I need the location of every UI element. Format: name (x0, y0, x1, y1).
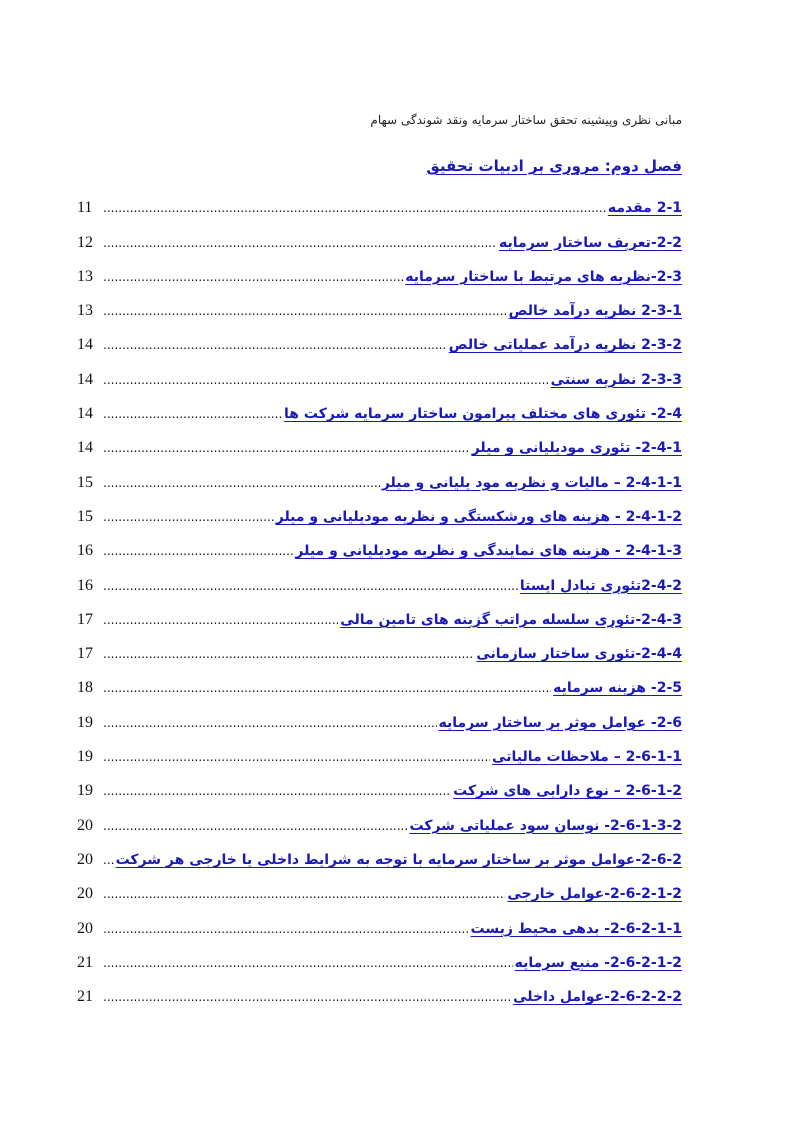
toc-entry[interactable] (77, 771, 682, 805)
toc-dot-leader (103, 853, 114, 874)
toc-entry[interactable] (77, 634, 682, 668)
toc-dot-leader (103, 819, 408, 840)
toc-page-number: 19 (77, 782, 93, 800)
toc-entry[interactable] (77, 394, 682, 428)
toc-entry[interactable] (77, 943, 682, 977)
toc-entry-title[interactable]: 2-6-1-1 – ملاحظات مالیاتی (492, 749, 682, 766)
toc-page-number: 21 (77, 988, 93, 1006)
toc-entry[interactable] (77, 805, 682, 839)
toc-entry-title[interactable]: 2-4-4-تئوری ساختار سازمانی (476, 646, 682, 663)
toc-entry-title[interactable]: 2-5- هزینه سرمایه (553, 680, 682, 697)
toc-dot-leader (103, 510, 274, 531)
toc-page-number: 18 (77, 679, 93, 697)
toc-entry[interactable] (77, 908, 682, 942)
running-header: مبانی نظری وپیشینه تحقق ساختار سرمایه ونقد شوندگی سهام (370, 113, 682, 127)
toc-entry-title[interactable]: 2-6-1-3-2- نوسان سود عملیاتی شرکت (409, 817, 682, 834)
toc-dot-leader (103, 681, 551, 702)
toc-dot-leader (103, 716, 437, 737)
toc-entry[interactable] (77, 668, 682, 702)
toc-entry[interactable] (77, 428, 682, 462)
toc-entry-title[interactable]: 2-4-1- تئوری مودیلیانی و میلر (471, 440, 682, 457)
toc-dot-leader (103, 373, 549, 394)
toc-page-number: 21 (77, 953, 93, 971)
toc-page-number: 20 (77, 919, 93, 937)
toc-entry[interactable] (77, 977, 682, 1011)
table-of-contents (77, 188, 682, 1011)
toc-dot-leader (103, 956, 513, 977)
toc-page-number: 15 (77, 507, 93, 525)
toc-dot-leader (103, 784, 451, 805)
toc-page-number: 14 (77, 336, 93, 354)
toc-entry[interactable] (77, 600, 682, 634)
toc-entry[interactable] (77, 325, 682, 359)
toc-entry-title[interactable]: 2-1 مقدمه (607, 200, 682, 217)
toc-page-number: 17 (77, 645, 93, 663)
toc-page-number: 16 (77, 542, 93, 560)
toc-entry-title[interactable]: 2-6-1-2 – نوع دارایی های شرکت (453, 783, 682, 800)
chapter-title[interactable]: فصل دوم: مروری بر ادبیات تحقیق (426, 157, 682, 175)
toc-dot-leader (103, 338, 447, 359)
toc-dot-leader (103, 922, 469, 943)
toc-entry-title[interactable]: 2-2-تعریف ساختار سرمایه (499, 234, 682, 251)
toc-entry[interactable] (77, 257, 682, 291)
toc-entry[interactable] (77, 291, 682, 325)
toc-page-number: 15 (77, 473, 93, 491)
toc-entry[interactable] (77, 531, 682, 565)
toc-page-number: 14 (77, 405, 93, 423)
toc-entry-title[interactable]: 2-6-2-1-2- منبع سرمایه (514, 954, 682, 971)
toc-page-number: 20 (77, 816, 93, 834)
toc-entry-title[interactable]: 2-4-1-2 - هزینه های ورشکستگی و نظریه مودیلیانی و میلر (275, 508, 682, 525)
toc-entry[interactable] (77, 737, 682, 771)
toc-entry-title[interactable]: 2-4-3-تئوری سلسله مراتب گزینه های تامین مالی (340, 611, 682, 628)
toc-entry-title[interactable]: 2-4-1-1 – مالیات و نظریه مود یلیانی و میلر (381, 474, 682, 491)
toc-page-number: 17 (77, 610, 93, 628)
toc-entry-title[interactable]: 2-6-2-2-2-عوامل داخلی (513, 989, 682, 1006)
toc-dot-leader (103, 236, 497, 257)
toc-entry[interactable] (77, 497, 682, 531)
toc-page-number: 13 (77, 302, 93, 320)
toc-dot-leader (103, 887, 505, 908)
toc-page-number: 13 (77, 267, 93, 285)
toc-dot-leader (103, 304, 507, 325)
toc-dot-leader (103, 613, 338, 634)
toc-entry[interactable] (77, 702, 682, 736)
toc-entry-title[interactable]: 2-6- عوامل موثر بر ساختار سرمایه (438, 714, 682, 731)
toc-entry[interactable] (77, 359, 682, 393)
toc-page-number: 14 (77, 370, 93, 388)
toc-page-number: 12 (77, 233, 93, 251)
toc-page-number: 19 (77, 748, 93, 766)
toc-page-number: 19 (77, 713, 93, 731)
toc-entry-title[interactable]: 2-6-2-1-1- بدهی محیط زیست (470, 920, 682, 937)
toc-dot-leader (103, 476, 380, 497)
toc-entry-title[interactable]: 2-4- تئوری های مختلف پیرامون ساختار سرمایه شرکت ها (284, 406, 682, 423)
toc-entry[interactable] (77, 565, 682, 599)
toc-dot-leader (103, 407, 282, 428)
toc-page-number: 20 (77, 885, 93, 903)
toc-dot-leader (103, 750, 490, 771)
toc-entry-title[interactable]: 2-3-1 نظریه درآمد خالص (508, 303, 682, 320)
toc-dot-leader (103, 201, 606, 222)
toc-entry-title[interactable]: 2-3-3 نظریه سنتی (550, 371, 682, 388)
toc-dot-leader (103, 579, 518, 600)
toc-dot-leader (103, 990, 511, 1011)
toc-entry[interactable] (77, 874, 682, 908)
toc-page-number: 20 (77, 850, 93, 868)
toc-page-number: 11 (77, 199, 93, 217)
toc-dot-leader (103, 270, 403, 291)
toc-entry-title[interactable]: 2-3-2 نظریه درآمد عملیاتی خالص (448, 337, 682, 354)
toc-page-number: 16 (77, 576, 93, 594)
toc-entry[interactable] (77, 222, 682, 256)
toc-entry-title[interactable]: 2-4-1-3 - هزینه های نمایندگی و نظریه مودیلیانی و میلر (295, 543, 682, 560)
toc-entry-title[interactable]: 2-6-2-عوامل موثر بر ساختار سرمایه با توجه به شرایط داخلی یا خارجی هر شرکت (115, 851, 682, 868)
toc-dot-leader (103, 441, 470, 462)
toc-entry[interactable] (77, 188, 682, 222)
toc-entry-title[interactable]: 2-3-نظریه های مرتبط با ساختار سرمایه (405, 268, 682, 285)
toc-entry[interactable] (77, 840, 682, 874)
toc-entry-title[interactable]: 2-6-2-1-2-عوامل خارجی (507, 886, 682, 903)
toc-entry[interactable] (77, 462, 682, 496)
toc-page-number: 14 (77, 439, 93, 457)
toc-dot-leader (103, 647, 474, 668)
toc-entry-title[interactable]: 2-4-2تئوری تبادل ایستا (519, 577, 682, 594)
toc-dot-leader (103, 544, 293, 565)
